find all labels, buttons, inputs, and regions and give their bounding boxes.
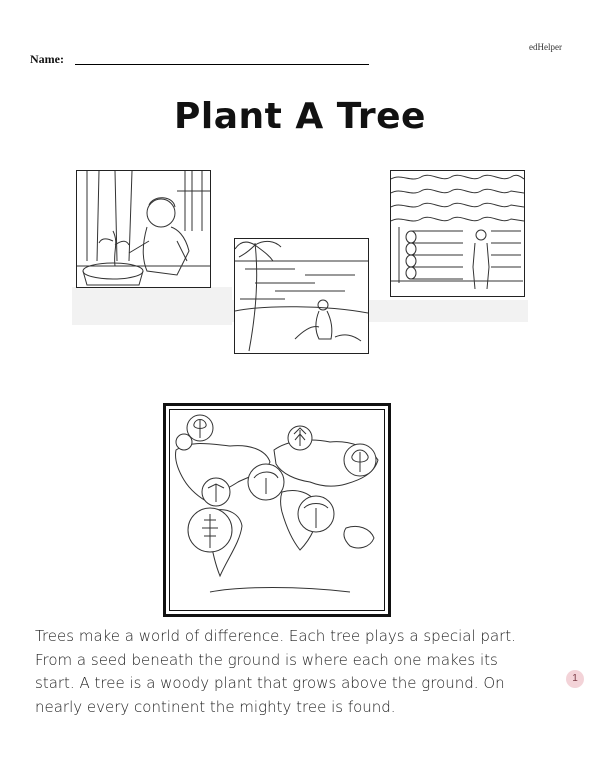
page-title: Plant A Tree: [174, 96, 426, 137]
man-with-cut-logs-illustration: [390, 170, 525, 297]
passage-line: start. A tree is a woody plant that grows above the ground. On: [35, 674, 505, 692]
map-inner-border: [169, 409, 385, 611]
name-label: Name:: [30, 52, 64, 66]
passage-line: Trees make a world of difference. Each tree plays a special part.: [35, 627, 516, 645]
image-shadow: [72, 287, 232, 325]
brand-label: edHelper: [529, 42, 562, 52]
passage-line: From a seed beneath the ground is where each one makes its: [35, 650, 498, 669]
name-line: [75, 64, 369, 65]
woman-on-beach-palm-illustration: [234, 238, 369, 354]
child-planting-seedling-illustration: [76, 170, 211, 288]
page-number-badge: 1: [566, 670, 584, 688]
world-map-trees-illustration: [163, 403, 391, 617]
passage-line: nearly every continent the mighty tree is found.: [35, 697, 396, 716]
reading-passage: [35, 625, 565, 719]
